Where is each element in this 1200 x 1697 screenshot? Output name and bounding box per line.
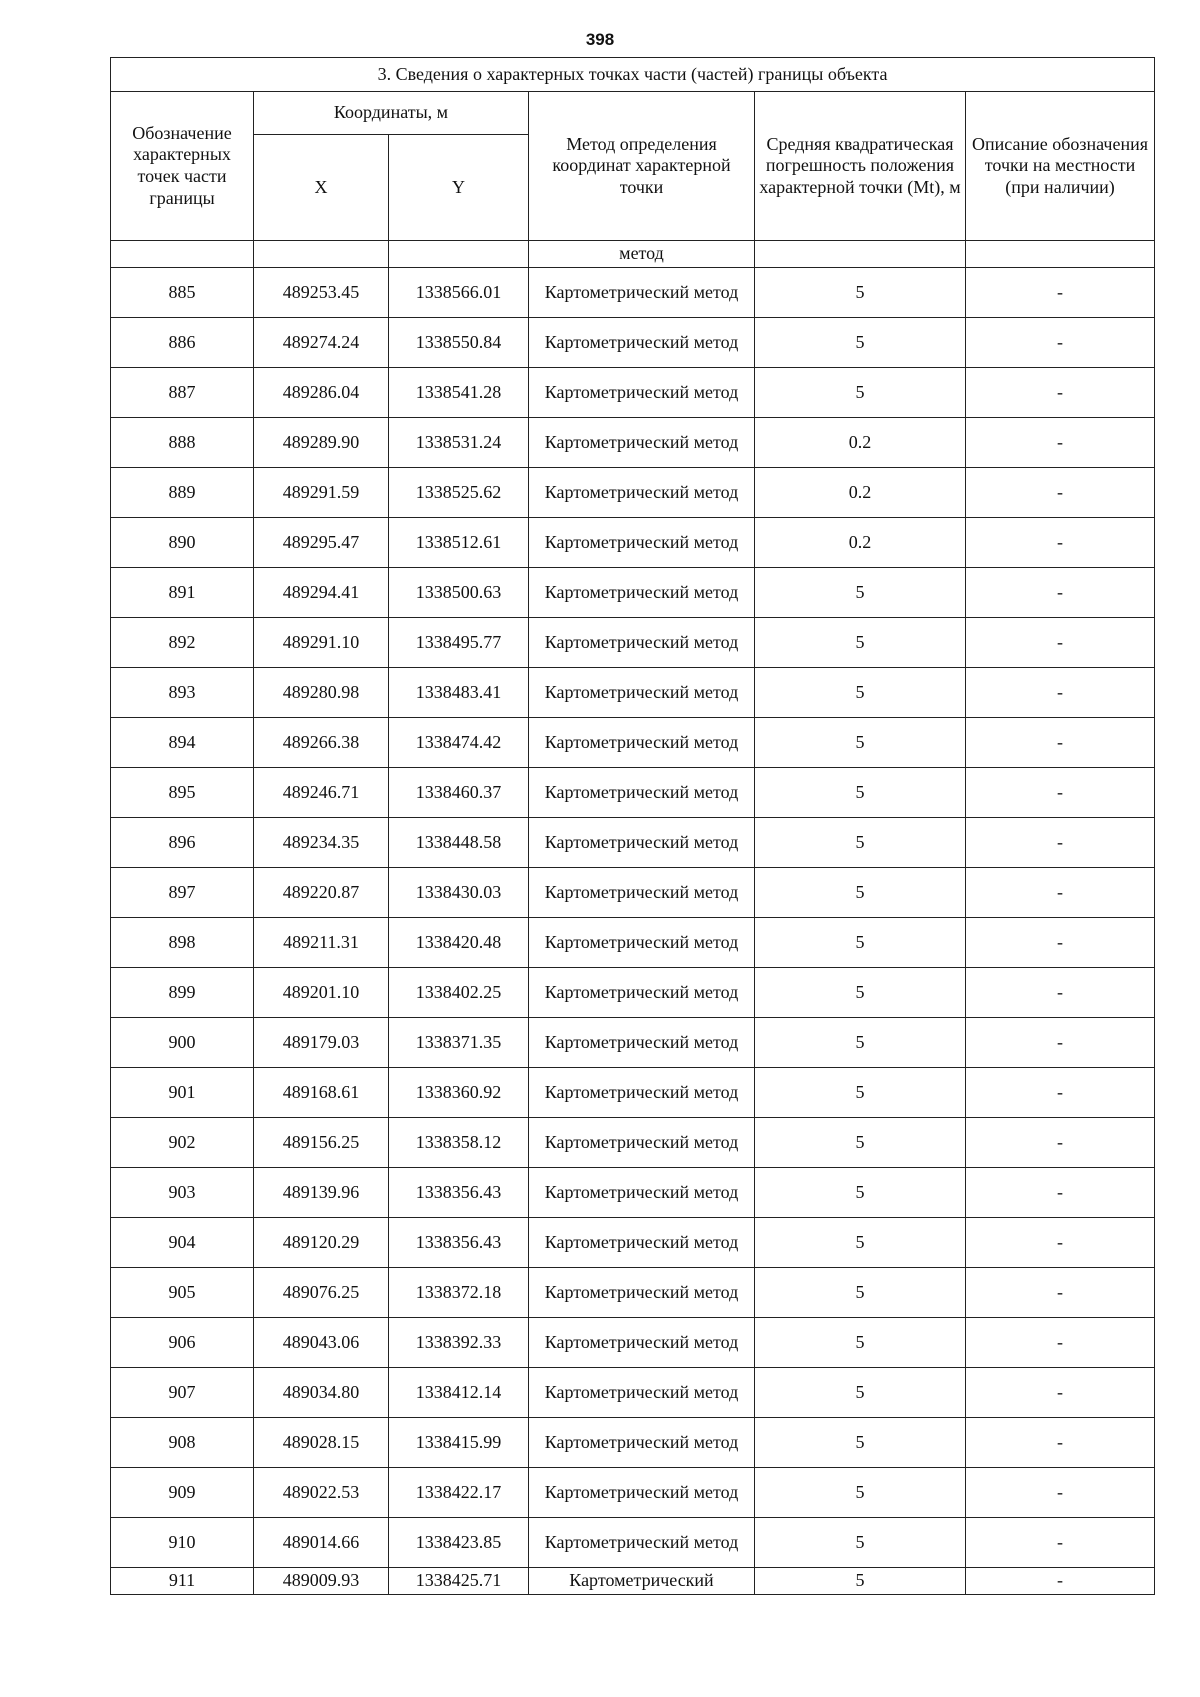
cell-point-id: 903: [111, 1168, 254, 1218]
cell-coord-x: 489201.10: [254, 968, 389, 1018]
continuation-method: метод: [529, 241, 755, 268]
cell-point-id: 904: [111, 1218, 254, 1268]
cell-empty: [966, 241, 1155, 268]
cell-mt-error: 5: [755, 568, 966, 618]
cell-mt-error: 5: [755, 318, 966, 368]
cell-description: -: [966, 1218, 1155, 1268]
cell-coord-y: 1338531.24: [389, 418, 529, 468]
cell-coord-x: 489289.90: [254, 418, 389, 468]
cell-description: -: [966, 718, 1155, 768]
cell-coord-x: 489294.41: [254, 568, 389, 618]
cell-method: Картометрический метод: [529, 1368, 755, 1418]
cell-mt-error: 5: [755, 1168, 966, 1218]
cell-method: Картометрический: [529, 1568, 755, 1595]
cell-coord-x: 489211.31: [254, 918, 389, 968]
cell-description: -: [966, 1518, 1155, 1568]
cell-point-id: 889: [111, 468, 254, 518]
cell-point-id: 894: [111, 718, 254, 768]
cell-coord-y: 1338420.48: [389, 918, 529, 968]
cell-description: -: [966, 318, 1155, 368]
cell-coord-y: 1338566.01: [389, 268, 529, 318]
cell-point-id: 908: [111, 1418, 254, 1468]
cell-point-id: 897: [111, 868, 254, 918]
cell-method: Картометрический метод: [529, 418, 755, 468]
cell-empty: [389, 241, 529, 268]
cell-method: Картометрический метод: [529, 668, 755, 718]
cell-empty: [111, 241, 254, 268]
cell-coord-x: 489120.29: [254, 1218, 389, 1268]
cell-coord-x: 489286.04: [254, 368, 389, 418]
cell-coord-x: 489295.47: [254, 518, 389, 568]
page-number: 398: [585, 30, 615, 49]
cell-coord-y: 1338525.62: [389, 468, 529, 518]
cell-method: Картометрический метод: [529, 1318, 755, 1368]
cell-mt-error: 5: [755, 1568, 966, 1595]
table-row: [111, 568, 1155, 618]
cell-mt-error: 5: [755, 1518, 966, 1568]
cell-point-id: 907: [111, 1368, 254, 1418]
header-method: Метод определения координат характерной точки: [529, 92, 755, 241]
cell-mt-error: 5: [755, 818, 966, 868]
table-row: [111, 368, 1155, 418]
cell-point-id: 899: [111, 968, 254, 1018]
cell-mt-error: 5: [755, 268, 966, 318]
cell-coord-x: 489291.10: [254, 618, 389, 668]
cell-mt-error: 5: [755, 1468, 966, 1518]
continuation-row: [111, 241, 1155, 268]
cell-point-id: 911: [111, 1568, 254, 1595]
cell-description: -: [966, 418, 1155, 468]
cell-method: Картометрический метод: [529, 618, 755, 668]
cell-mt-error: 5: [755, 1368, 966, 1418]
cell-mt-error: 0.2: [755, 418, 966, 468]
table-row: [111, 1168, 1155, 1218]
cell-coord-x: 489266.38: [254, 718, 389, 768]
cell-description: -: [966, 1268, 1155, 1318]
cell-mt-error: 5: [755, 668, 966, 718]
cell-description: -: [966, 668, 1155, 718]
cell-point-id: 895: [111, 768, 254, 818]
cell-coord-x: 489280.98: [254, 668, 389, 718]
cell-coord-x: 489246.71: [254, 768, 389, 818]
cell-coord-y: 1338430.03: [389, 868, 529, 918]
cell-mt-error: 5: [755, 1268, 966, 1318]
cell-mt-error: 5: [755, 1218, 966, 1268]
cell-coord-y: 1338422.17: [389, 1468, 529, 1518]
cell-point-id: 900: [111, 1018, 254, 1068]
cell-coord-y: 1338358.12: [389, 1118, 529, 1168]
table-row: [111, 1268, 1155, 1318]
cell-mt-error: 5: [755, 1118, 966, 1168]
cell-method: Картометрический метод: [529, 1168, 755, 1218]
cell-coord-y: 1338392.33: [389, 1318, 529, 1368]
cell-mt-error: 5: [755, 718, 966, 768]
cell-method: Картометрический метод: [529, 1518, 755, 1568]
table-row: [111, 1468, 1155, 1518]
cell-coord-x: 489014.66: [254, 1518, 389, 1568]
cell-method: Картометрический метод: [529, 768, 755, 818]
cell-method: Картометрический метод: [529, 268, 755, 318]
table-row: [111, 768, 1155, 818]
table-row: [111, 1218, 1155, 1268]
cell-coord-x: 489043.06: [254, 1318, 389, 1368]
cell-method: Картометрический метод: [529, 518, 755, 568]
table-row: [111, 518, 1155, 568]
cell-point-id: 887: [111, 368, 254, 418]
table-row: [111, 1568, 1155, 1595]
cell-method: Картометрический метод: [529, 318, 755, 368]
cell-point-id: 901: [111, 1068, 254, 1118]
cell-empty: [755, 241, 966, 268]
cell-description: -: [966, 918, 1155, 968]
cell-method: Картометрический метод: [529, 1118, 755, 1168]
table-row: [111, 1518, 1155, 1568]
cell-description: -: [966, 368, 1155, 418]
cell-method: Картометрический метод: [529, 1018, 755, 1068]
table-row: [111, 668, 1155, 718]
cell-description: -: [966, 818, 1155, 868]
cell-method: Картометрический метод: [529, 918, 755, 968]
cell-mt-error: 5: [755, 768, 966, 818]
boundary-points-table: [110, 57, 1155, 1595]
cell-coord-y: 1338356.43: [389, 1218, 529, 1268]
cell-point-id: 906: [111, 1318, 254, 1368]
table-title: 3. Сведения о характерных точках части (частей) границы объекта: [111, 58, 1155, 92]
cell-coord-y: 1338512.61: [389, 518, 529, 568]
cell-coord-y: 1338541.28: [389, 368, 529, 418]
cell-description: -: [966, 1568, 1155, 1595]
cell-description: -: [966, 768, 1155, 818]
cell-mt-error: 5: [755, 918, 966, 968]
cell-coord-x: 489009.93: [254, 1568, 389, 1595]
cell-coord-x: 489076.25: [254, 1268, 389, 1318]
cell-mt-error: 5: [755, 968, 966, 1018]
table-row: [111, 268, 1155, 318]
table-row: [111, 418, 1155, 468]
cell-point-id: 909: [111, 1468, 254, 1518]
cell-mt-error: 5: [755, 868, 966, 918]
table-row: [111, 1068, 1155, 1118]
cell-coord-y: 1338474.42: [389, 718, 529, 768]
cell-coord-x: 489291.59: [254, 468, 389, 518]
cell-method: Картометрический метод: [529, 818, 755, 868]
cell-mt-error: 0.2: [755, 468, 966, 518]
table-row: [111, 918, 1155, 968]
cell-description: -: [966, 618, 1155, 668]
cell-point-id: 890: [111, 518, 254, 568]
cell-point-id: 910: [111, 1518, 254, 1568]
table-row: [111, 1118, 1155, 1168]
header-x: X: [254, 135, 389, 241]
table-row: [111, 1318, 1155, 1368]
cell-coord-x: 489156.25: [254, 1118, 389, 1168]
cell-mt-error: 5: [755, 1018, 966, 1068]
cell-coord-x: 489034.80: [254, 1368, 389, 1418]
cell-description: -: [966, 1018, 1155, 1068]
cell-point-id: 905: [111, 1268, 254, 1318]
cell-coord-y: 1338412.14: [389, 1368, 529, 1418]
header-coordinates: Координаты, м: [254, 92, 529, 135]
cell-mt-error: 5: [755, 618, 966, 668]
cell-mt-error: 5: [755, 368, 966, 418]
cell-coord-x: 489274.24: [254, 318, 389, 368]
cell-description: -: [966, 568, 1155, 618]
cell-description: -: [966, 868, 1155, 918]
cell-description: -: [966, 518, 1155, 568]
cell-coord-x: 489220.87: [254, 868, 389, 918]
table-row: [111, 468, 1155, 518]
cell-coord-y: 1338495.77: [389, 618, 529, 668]
cell-point-id: 888: [111, 418, 254, 468]
table-row: [111, 318, 1155, 368]
cell-point-id: 886: [111, 318, 254, 368]
cell-method: Картометрический метод: [529, 1268, 755, 1318]
cell-method: Картометрический метод: [529, 868, 755, 918]
cell-coord-y: 1338448.58: [389, 818, 529, 868]
cell-coord-x: 489022.53: [254, 1468, 389, 1518]
cell-coord-y: 1338460.37: [389, 768, 529, 818]
cell-point-id: 902: [111, 1118, 254, 1168]
cell-description: -: [966, 268, 1155, 318]
cell-description: -: [966, 1418, 1155, 1468]
table-row: [111, 1418, 1155, 1468]
cell-point-id: 898: [111, 918, 254, 968]
cell-description: -: [966, 1168, 1155, 1218]
cell-coord-y: 1338371.35: [389, 1018, 529, 1068]
cell-coord-x: 489028.15: [254, 1418, 389, 1468]
cell-method: Картометрический метод: [529, 1468, 755, 1518]
cell-coord-x: 489179.03: [254, 1018, 389, 1068]
cell-coord-x: 489234.35: [254, 818, 389, 868]
table-row: [111, 818, 1155, 868]
cell-mt-error: 5: [755, 1068, 966, 1118]
cell-point-id: 885: [111, 268, 254, 318]
cell-coord-y: 1338372.18: [389, 1268, 529, 1318]
table-row: [111, 1368, 1155, 1418]
cell-method: Картометрический метод: [529, 568, 755, 618]
cell-coord-y: 1338360.92: [389, 1068, 529, 1118]
table-row: [111, 968, 1155, 1018]
cell-coord-y: 1338550.84: [389, 318, 529, 368]
table-row: [111, 618, 1155, 668]
cell-description: -: [966, 468, 1155, 518]
cell-mt-error: 5: [755, 1318, 966, 1368]
cell-point-id: 892: [111, 618, 254, 668]
cell-point-id: 891: [111, 568, 254, 618]
cell-coord-x: 489139.96: [254, 1168, 389, 1218]
cell-coord-y: 1338500.63: [389, 568, 529, 618]
cell-point-id: 893: [111, 668, 254, 718]
cell-mt-error: 5: [755, 1418, 966, 1468]
header-designation: Обозначение характерных точек части границы: [111, 92, 254, 241]
table-title-row: [111, 58, 1155, 92]
cell-coord-x: 489253.45: [254, 268, 389, 318]
cell-mt-error: 0.2: [755, 518, 966, 568]
cell-coord-y: 1338415.99: [389, 1418, 529, 1468]
cell-coord-y: 1338483.41: [389, 668, 529, 718]
header-error: Средняя квадратическая погрешность положения характерной точки (Mt), м: [755, 92, 966, 241]
cell-coord-y: 1338356.43: [389, 1168, 529, 1218]
cell-method: Картометрический метод: [529, 718, 755, 768]
header-row-1: [111, 92, 1155, 135]
cell-description: -: [966, 1318, 1155, 1368]
cell-coord-y: 1338425.71: [389, 1568, 529, 1595]
cell-coord-x: 489168.61: [254, 1068, 389, 1118]
cell-description: -: [966, 1468, 1155, 1518]
cell-method: Картометрический метод: [529, 1218, 755, 1268]
cell-coord-y: 1338402.25: [389, 968, 529, 1018]
cell-method: Картометрический метод: [529, 468, 755, 518]
cell-description: -: [966, 1118, 1155, 1168]
cell-method: Картометрический метод: [529, 968, 755, 1018]
header-y: Y: [389, 135, 529, 241]
table-row: [111, 868, 1155, 918]
cell-description: -: [966, 968, 1155, 1018]
table-row: [111, 718, 1155, 768]
table-row: [111, 1018, 1155, 1068]
cell-point-id: 896: [111, 818, 254, 868]
cell-coord-y: 1338423.85: [389, 1518, 529, 1568]
cell-description: -: [966, 1368, 1155, 1418]
cell-description: -: [966, 1068, 1155, 1118]
cell-method: Картометрический метод: [529, 1068, 755, 1118]
cell-method: Картометрический метод: [529, 1418, 755, 1468]
cell-method: Картометрический метод: [529, 368, 755, 418]
header-description: Описание обозначения точки на местности (при наличии): [966, 92, 1155, 241]
cell-empty: [254, 241, 389, 268]
